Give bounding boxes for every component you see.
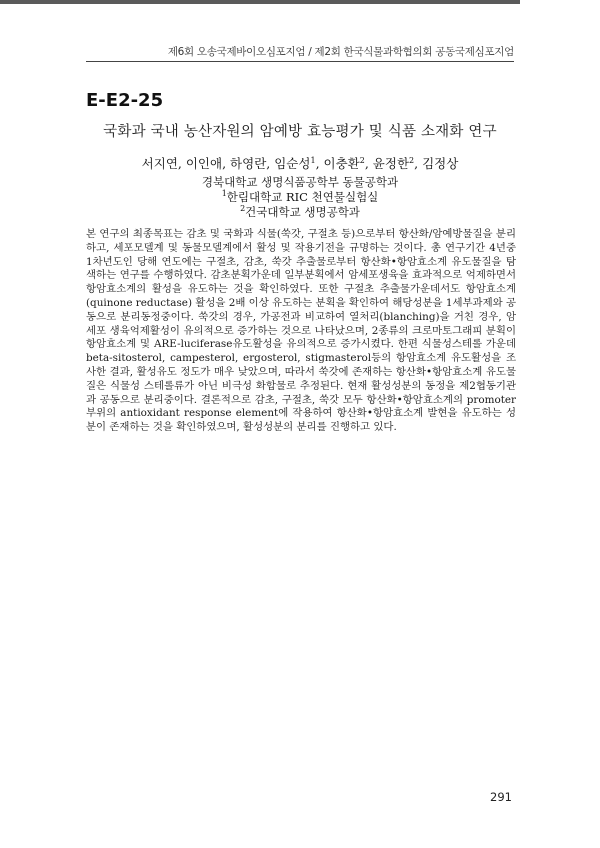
affiliation-text: 한림대학교 RIC 천연물실험실	[226, 190, 379, 204]
author: 윤정한	[372, 156, 410, 171]
paper-code: E-E2-25	[86, 90, 164, 111]
author: 이충환	[323, 156, 360, 171]
affiliation	[86, 204, 514, 220]
author: 서지연	[141, 156, 178, 171]
paper-title: 국화과 국내 농산자원의 암예방 효능평가 및 식품 소재화 연구	[103, 124, 497, 140]
abstract-body: 본 연구의 최종목표는 감초 및 국화과 식물(쑥갓, 구절초 등)으로부터 항산화/암예방물질을 분리하고, 세포모델계 및 동물모델계에서 활성 및 작용기전을 규명하는 것이다. 총 연구기간 4년중 1차년도인 당해 연도에는 구절초, 감초, 쑥갓 추출물로부터 항산화•항암효소계 유도물질을 탐색하는 연구를 수행하였다. 감초분획가운데 일부분획에서 암세포생육을 효과적으로 억제하면서 항암효소계의 활성을 유도하는 것을 확인하였다. 또한 구절초 추출물가운데서도 항암효소계 (quinone reductase) 활성을 2배 이상 유도하는 분획을 확인하여 해당성분을 1세부과제와 공동으로 분리동정중이다. 쑥갓의 경우, 가공전과 비교하여 열처리(blanching)을 거친 경우, 암세포 생육억제활성이 유의적으로 증가하는 것으로 나타났으며, 2종류의 크로마토그래피 분획이 항암효소계 및 ARE-luciferase유도활성을 유의적으로 증가시켰다. 한편 식물성스테롤 가운데 beta-sitosterol, campesterol, ergosterol, stigmasterol등의 항암효소계 유도활성을 조사한 결과, 활성유도 정도가 매우 낮았으며, 따라서 쑥갓에 존재하는 항산화•항암효소계 유도물질은 식물성 스테롤류가 아닌 비극성 화합물로 추정된다. 현재 활성성분의 동정을 제2협동기관과 공동으로 분리중이다. 결론적으로 감초, 구절초, 쑥갓 모두 항산화•항암효소계의 promoter 부위의 antioxidant response element에 작용하여 항산화•항암효소계 발현을 유도하는 성분이 존재하는 것을 확인하였으며, 활성성분의 분리를 진행하고 있다.	[86, 228, 516, 434]
author: 이인애	[185, 156, 223, 171]
page-number: 291	[490, 790, 512, 804]
header-divider	[86, 61, 514, 62]
affiliation	[86, 189, 514, 205]
affiliation	[86, 174, 514, 190]
affiliation-superscript: 2	[240, 204, 246, 214]
author-superscript: 2	[359, 155, 365, 165]
author: 김정상	[422, 156, 459, 171]
affiliation-text: 건국대학교 생명공학과	[245, 205, 360, 219]
top-edge-bar	[0, 0, 520, 4]
author: 하영란	[230, 156, 267, 171]
author: 임순성	[274, 156, 311, 171]
affiliation-text: 경북대학교 생명식품공학부 동물공학과	[201, 175, 399, 189]
author-list: 서지연, 이인애, 하영란, 임순성$^1$, 이충환$^2$, 윤정한$^2$, 김정상	[141, 155, 459, 171]
author-superscript: 2	[409, 155, 415, 165]
author-superscript: 1	[310, 155, 316, 165]
affiliation-superscript: 1	[221, 189, 227, 199]
running-header: 제6회 오송국제바이오심포지엄 / 제2회 한국식물과학협의회 공동국제심포지엄	[167, 46, 514, 58]
